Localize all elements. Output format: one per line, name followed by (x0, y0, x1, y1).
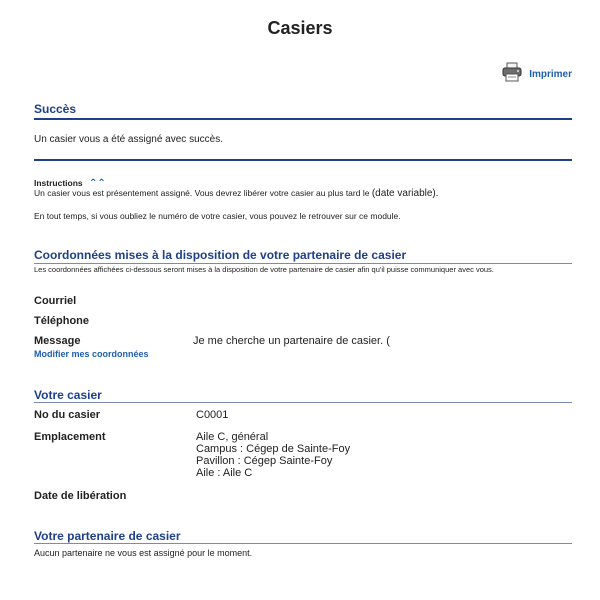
location-line: Aile C, général (196, 431, 269, 443)
success-top-rule (34, 118, 572, 120)
partenaire-rule (34, 543, 572, 544)
release-date-label: Date de libération (34, 490, 127, 502)
casier-location-value (196, 431, 350, 479)
location-line: Pavillon : Cégep Sainte-Foy (196, 455, 333, 468)
casier-number-value: C0001 (196, 409, 229, 421)
success-heading: Succès (34, 102, 77, 116)
printer-icon (501, 62, 523, 87)
coordonnees-rule (34, 263, 572, 264)
instructions-line1-text: Un casier vous est présentement assigné. Vous devrez libérer votre casier au plus tard le (34, 188, 370, 198)
message-label: Message (34, 335, 81, 347)
instructions-line1 (34, 188, 439, 201)
telephone-label: Téléphone (34, 315, 90, 327)
casier-heading: Votre casier (34, 388, 102, 402)
coordonnees-description: Les coordonnées affichées ci-dessous seront mises à la disposition de votre partenaire de casier afin qu'il puisse communiquer avec vous. (34, 265, 494, 274)
instructions-date: (date variable). (371, 188, 439, 199)
casier-location-label: Emplacement (34, 431, 106, 443)
courriel-label: Courriel (34, 295, 77, 307)
page-title: Casiers (267, 18, 333, 38)
print-button[interactable] (501, 62, 572, 87)
success-message: Un casier vous a été assigné avec succès. (34, 134, 223, 145)
success-bottom-rule (34, 159, 572, 161)
message-value: Je me cherche un partenaire de casier. ( (193, 335, 390, 347)
partenaire-heading: Votre partenaire de casier (34, 529, 181, 543)
coordonnees-heading: Coordonnées mises à la disposition de votre partenaire de casier (34, 248, 407, 262)
location-line: Campus : Cégep de Sainte-Foy (196, 443, 351, 456)
instructions-heading: Instructions (34, 178, 83, 188)
location-line: Aile : Aile C (196, 467, 253, 480)
print-label: Imprimer (529, 69, 572, 80)
partenaire-message: Aucun partenaire ne vous est assigné pour le moment. (34, 548, 253, 558)
casier-number-label: No du casier (34, 409, 101, 421)
edit-coordonnees-link[interactable]: Modifier mes coordonnées (34, 349, 149, 359)
instructions-line2: En tout temps, si vous oubliez le numéro de votre casier, vous pouvez le retrouver sur ce module. (34, 211, 401, 221)
chevron-up-double-icon[interactable]: ⌃⌃ (89, 178, 106, 189)
casier-rule (34, 402, 572, 403)
